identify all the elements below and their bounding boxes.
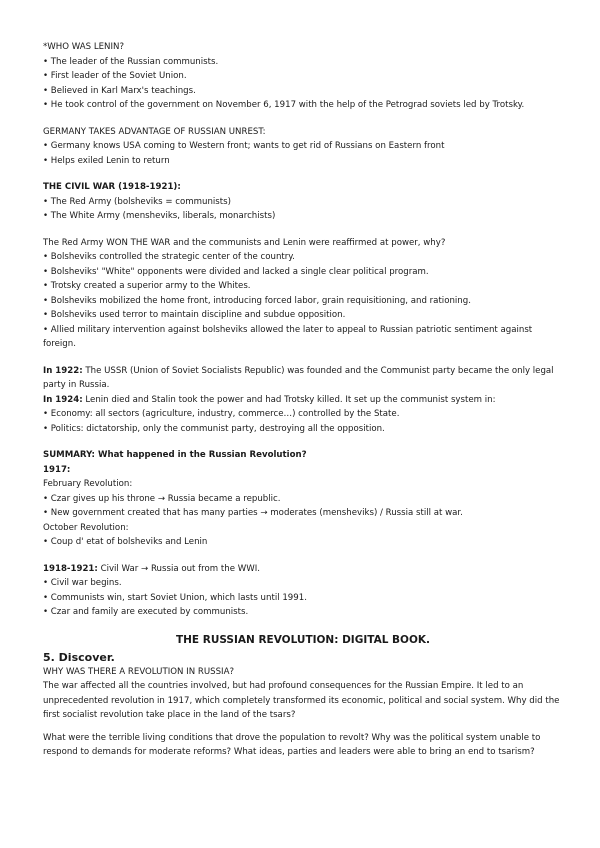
february-heading: February Revolution: bbox=[43, 479, 133, 489]
bullet-item: • Czar and family are executed by communists. bbox=[43, 607, 249, 617]
summary-heading bbox=[43, 448, 563, 463]
bullet-item: • Czar gives up his throne → Russia became a republic. bbox=[43, 493, 281, 504]
bullet-item: • Bolsheviks mobilized the home front, introducing forced labor, grain requisitioning, and rationing. bbox=[43, 295, 471, 306]
bullet-item: • Bolsheviks' "White" opponents were divided and lacked a single clear political program. bbox=[43, 266, 429, 277]
bullet-item: • The leader of the Russian communists. bbox=[43, 56, 219, 67]
bullet-item: • Bolsheviks used terror to maintain discipline and subdue opposition. bbox=[43, 310, 346, 320]
year-text: The USSR (Union of Soviet Socialists Republic) was founded and the Communist party became the only legal party in Russia. bbox=[43, 365, 554, 390]
bullet-item: • Allied military intervention against bolsheviks allowed the later to appeal to Russian patriotic sentiment against foreign. bbox=[43, 324, 533, 349]
civil-war-line bbox=[43, 562, 563, 577]
bullet-item: • Economy: all sectors (agriculture, industry, commerce…) controlled by the State. bbox=[43, 409, 400, 419]
section-intro: The Red Army WON THE WAR and the communists and Lenin were reaffirmed at power, why? bbox=[43, 237, 446, 248]
red-army-won-section bbox=[43, 236, 563, 352]
year-1922-line bbox=[43, 364, 563, 393]
why-revolution-heading: WHY WAS THERE A REVOLUTION IN RUSSIA? bbox=[43, 666, 235, 677]
paragraph: The war affected all the countries involved, but had profound consequences for the Russian Empire. It led to an unprecedented revolution in 1917, which completely transformed its economic, political and social system. Why did the first socialist revolution take place in the land of the tsars? bbox=[43, 681, 560, 720]
year-text: Lenin died and Stalin took the power and had Trotsky killed. It set up the communist system in: bbox=[82, 394, 496, 405]
bullet-item: • Communists win, start Soviet Union, which lasts until 1991. bbox=[43, 592, 307, 603]
bullet-item: • Coup d' etat of bolsheviks and Lenin bbox=[43, 537, 208, 547]
bullet-item: • He took control of the government on November 6, 1917 with the help of the Petrograd soviets led by Trotsky. bbox=[43, 100, 525, 110]
summary-section bbox=[43, 448, 563, 550]
year-1924-line bbox=[43, 393, 563, 408]
germany-section bbox=[43, 125, 563, 169]
year-text: Civil War → Russia out from the WWI. bbox=[97, 563, 260, 574]
section-heading: *WHO WAS LENIN? bbox=[43, 42, 125, 52]
bullet-item: • Believed in Karl Marx's teachings. bbox=[43, 85, 196, 96]
digital-book-title: THE RUSSIAN REVOLUTION: DIGITAL BOOK. bbox=[175, 633, 431, 646]
bullet-item: • Helps exiled Lenin to return bbox=[43, 155, 170, 166]
who-was-lenin-section bbox=[43, 40, 563, 113]
bullet-item: • Bolsheviks controlled the strategic center of the country. bbox=[43, 252, 295, 262]
section-heading: GERMANY TAKES ADVANTAGE OF RUSSIAN UNREST: bbox=[43, 126, 266, 137]
document-page bbox=[43, 40, 563, 768]
bullet-item: • First leader of the Soviet Union. bbox=[43, 71, 187, 81]
year-label: 1918-1921: bbox=[43, 563, 98, 574]
ussr-section bbox=[43, 364, 563, 437]
year-label: In 1924: bbox=[43, 394, 83, 405]
bullet-item: • The White Army (mensheviks, liberals, monarchists) bbox=[43, 211, 276, 221]
bullet-item: • Civil war begins. bbox=[43, 578, 122, 588]
paragraph: What were the terrible living conditions that drove the population to revolt? Why was the political system unable to respond to demands for moderate reforms? What ideas, parties and leaders were able to bring an end to tsarism? bbox=[43, 732, 541, 757]
bullet-item: • Politics: dictatorship, only the communist party, destroying all the opposition. bbox=[43, 423, 385, 434]
civil-war-summary-section bbox=[43, 562, 563, 620]
summary-label: SUMMARY: bbox=[43, 450, 95, 460]
section-heading: THE CIVIL WAR (1918-1921): bbox=[43, 182, 181, 192]
bullet-item: • The Red Army (bolsheviks = communists) bbox=[43, 196, 231, 207]
bullet-item: • Trotsky created a superior army to the Whites. bbox=[43, 281, 251, 291]
bullet-item: • New government created that has many parties → moderates (mensheviks) / Russia still at war. bbox=[43, 508, 463, 518]
summary-year: 1917: bbox=[43, 464, 71, 475]
civil-war-section bbox=[43, 180, 563, 224]
summary-question: What happened in the Russian Revolution? bbox=[94, 450, 307, 460]
october-heading: October Revolution: bbox=[43, 522, 129, 533]
bullet-item: • Germany knows USA coming to Western front; wants to get rid of Russians on Eastern front bbox=[43, 141, 445, 151]
discover-heading: 5. Discover. bbox=[43, 650, 115, 664]
year-label: In 1922: bbox=[43, 365, 83, 376]
